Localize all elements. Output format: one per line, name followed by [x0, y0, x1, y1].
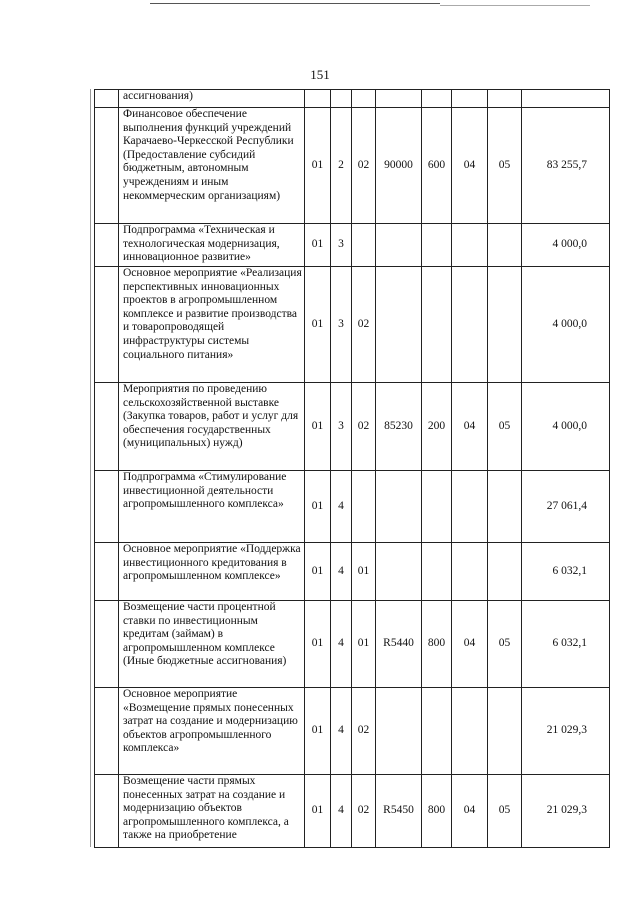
row-name: ассигнования)	[119, 90, 305, 108]
row-name: Возмещение части процентной ставки по инвестиционным кредитам (займам) в агропромышленном комплексе (Иные бюджетные ассигнования)	[119, 601, 305, 688]
code-cell	[376, 224, 422, 267]
code-cell: 85230	[376, 383, 422, 471]
row-name: Финансовое обеспечение выполнения функций учреждений Карачаево-Черкесской Республики (Предоставление субсидий бюджетным, автономным учреждениям и иным некоммерческим организациям)	[119, 108, 305, 224]
row-name: Мероприятия по проведению сельскохозяйственной выставке (Закупка товаров, работ и услуг для обеспечения государственных (муниципальных) нужд)	[119, 383, 305, 471]
code-cell: 01	[305, 471, 331, 543]
amount-cell: 6 032,1	[522, 601, 610, 688]
amount-cell: 6 032,1	[522, 543, 610, 601]
code-cell	[352, 90, 376, 108]
row-name: Основное мероприятие «Поддержка инвестиционного кредитования в агропромышленном комплексе»	[119, 543, 305, 601]
code-cell	[376, 471, 422, 543]
blank-cell	[95, 543, 119, 601]
code-cell: 01	[305, 108, 331, 224]
code-cell: 01	[305, 688, 331, 775]
amount-cell: 21 029,3	[522, 775, 610, 848]
row-name: Основное мероприятие «Возмещение прямых понесенных затрат на создание и модернизацию объектов агропромышленного комплекса»	[119, 688, 305, 775]
code-cell	[488, 471, 522, 543]
code-cell: 04	[452, 108, 488, 224]
table-row	[95, 90, 610, 108]
code-cell: 04	[452, 383, 488, 471]
code-cell: 4	[331, 471, 352, 543]
blank-cell	[95, 688, 119, 775]
code-cell: 01	[352, 543, 376, 601]
code-cell	[488, 224, 522, 267]
code-cell: 01	[305, 775, 331, 848]
code-cell: 05	[488, 108, 522, 224]
code-cell	[488, 543, 522, 601]
table-row	[95, 543, 610, 601]
table-row	[95, 688, 610, 775]
scan-top-rule-faint	[440, 5, 590, 6]
code-cell: 02	[352, 383, 376, 471]
code-cell	[422, 543, 452, 601]
code-cell	[352, 471, 376, 543]
blank-cell	[95, 775, 119, 848]
code-cell: 02	[352, 267, 376, 383]
code-cell: 05	[488, 775, 522, 848]
code-cell	[376, 267, 422, 383]
code-cell	[422, 471, 452, 543]
code-cell	[422, 688, 452, 775]
code-cell	[452, 688, 488, 775]
code-cell	[376, 688, 422, 775]
code-cell: 04	[452, 775, 488, 848]
code-cell	[452, 471, 488, 543]
row-name: Подпрограмма «Стимулирование инвестиционной деятельности агропромышленного комплекса»	[119, 471, 305, 543]
code-cell: 05	[488, 601, 522, 688]
code-cell: 01	[305, 267, 331, 383]
code-cell: 04	[452, 601, 488, 688]
code-cell: 05	[488, 383, 522, 471]
table-row	[95, 383, 610, 471]
code-cell	[422, 90, 452, 108]
code-cell: 3	[331, 267, 352, 383]
code-cell: 4	[331, 543, 352, 601]
code-cell: 01	[305, 383, 331, 471]
code-cell: 200	[422, 383, 452, 471]
code-cell	[352, 224, 376, 267]
code-cell: 02	[352, 108, 376, 224]
code-cell	[488, 267, 522, 383]
row-name: Основное мероприятие «Реализация перспективных инновационных проектов в агропромышленном комплексе и развитие производства и товаропроводящей инфраструктуры системы социального питания»	[119, 267, 305, 383]
code-cell: 4	[331, 601, 352, 688]
blank-cell	[95, 90, 119, 108]
amount-cell: 21 029,3	[522, 688, 610, 775]
code-cell	[331, 90, 352, 108]
table-row	[95, 601, 610, 688]
code-cell	[376, 90, 422, 108]
left-margin-line	[90, 89, 91, 847]
code-cell	[452, 543, 488, 601]
row-name: Возмещение части прямых понесенных затрат на создание и модернизацию объектов агропромышленного комплекса, а также на приобретение	[119, 775, 305, 848]
code-cell: 01	[305, 543, 331, 601]
table-row	[95, 775, 610, 848]
code-cell	[422, 267, 452, 383]
table-row	[95, 224, 610, 267]
code-cell	[488, 90, 522, 108]
code-cell: 01	[305, 224, 331, 267]
code-cell	[376, 543, 422, 601]
code-cell: 01	[305, 601, 331, 688]
code-cell	[422, 224, 452, 267]
amount-cell: 83 255,7	[522, 108, 610, 224]
code-cell: 01	[352, 601, 376, 688]
code-cell: 02	[352, 775, 376, 848]
code-cell	[452, 267, 488, 383]
amount-cell: 27 061,4	[522, 471, 610, 543]
code-cell: 3	[331, 224, 352, 267]
code-cell: 800	[422, 601, 452, 688]
table-row	[95, 267, 610, 383]
blank-cell	[95, 224, 119, 267]
code-cell	[488, 688, 522, 775]
amount-cell	[522, 90, 610, 108]
amount-cell: 4 000,0	[522, 224, 610, 267]
blank-cell	[95, 383, 119, 471]
code-cell	[305, 90, 331, 108]
page-number: 151	[310, 67, 330, 82]
blank-cell	[95, 267, 119, 383]
code-cell: 3	[331, 383, 352, 471]
budget-table	[94, 89, 610, 848]
code-cell: R5440	[376, 601, 422, 688]
code-cell: 4	[331, 688, 352, 775]
table-row	[95, 471, 610, 543]
table-row	[95, 108, 610, 224]
blank-cell	[95, 471, 119, 543]
amount-cell: 4 000,0	[522, 267, 610, 383]
code-cell: 800	[422, 775, 452, 848]
scan-top-rule	[150, 3, 440, 4]
amount-cell: 4 000,0	[522, 383, 610, 471]
row-name: Подпрограмма «Техническая и технологическая модернизация, инновационное развитие»	[119, 224, 305, 267]
code-cell: R5450	[376, 775, 422, 848]
blank-cell	[95, 601, 119, 688]
code-cell	[452, 224, 488, 267]
code-cell: 2	[331, 108, 352, 224]
code-cell: 4	[331, 775, 352, 848]
blank-cell	[95, 108, 119, 224]
code-cell: 90000	[376, 108, 422, 224]
code-cell: 600	[422, 108, 452, 224]
code-cell: 02	[352, 688, 376, 775]
code-cell	[452, 90, 488, 108]
